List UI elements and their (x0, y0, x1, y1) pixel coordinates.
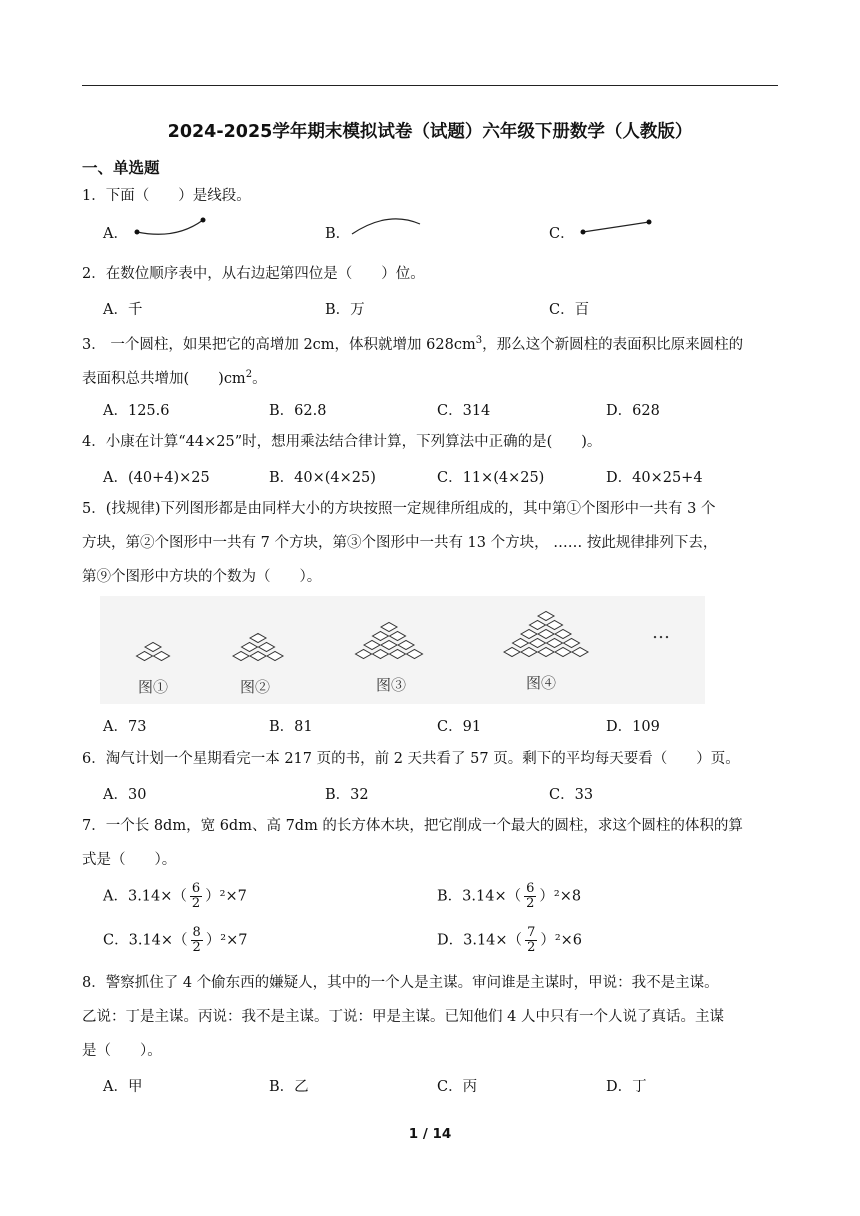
question-8-options (103, 1075, 783, 1101)
question-8-line-2: 乙说：丁是主谋。丙说：我不是主谋。丁说：甲是主谋。已知他们 4 人中只有一个人说了真话。主谋 (82, 1009, 724, 1025)
option-b: B．乙 (269, 1079, 309, 1095)
option-a: A．甲 (103, 1079, 143, 1095)
option-a: A．3.14×（ $\frac{6}{2}$ ）²×7 (103, 881, 247, 911)
open-curve-figure (348, 214, 428, 242)
option-c: C．百 (549, 302, 590, 318)
question-7-line-2: 式是（ ）。 (82, 852, 177, 868)
header-rule (82, 85, 778, 86)
question-2: 2．在数位顺序表中，从右边起第四位是（ ）位。 (82, 266, 425, 282)
option-c: C．91 (437, 719, 482, 735)
option-c: C．丙 (437, 1079, 478, 1095)
question-7-options-row-1 (103, 882, 783, 916)
question-5-line-1: 5．(找规律)下列图形都是由同样大小的方块按照一定规律所组成的，其中第①个图形中一共有 3 个 (82, 501, 716, 517)
option-b: B．3.14×（ $\frac{6}{2}$ ）²×8 (437, 881, 582, 911)
option-b: B．万 (325, 302, 365, 318)
option-c-label: C． (549, 226, 575, 242)
option-c: C．314 (437, 403, 491, 419)
pattern-ellipsis: … (652, 622, 670, 643)
question-8-line-1: 8．警察抓住了 4 个偷东西的嫌疑人，其中的一个人是主谋。审问谁是主谋时，甲说：我不是主谋。 (82, 975, 719, 991)
question-5-options (103, 715, 783, 741)
figure-label-3: 图③ (376, 676, 407, 694)
option-c: C．11×(4×25) (437, 470, 545, 486)
option-d: D．40×25+4 (606, 470, 703, 486)
option-b: B．40×(4×25) (269, 470, 376, 486)
question-8-line-3: 是（ ）。 (82, 1043, 162, 1059)
option-b-label: B． (325, 226, 351, 242)
option-a: A．千 (103, 302, 143, 318)
option-d: D．丁 (606, 1079, 647, 1095)
option-a: A．125.6 (103, 403, 170, 419)
option-d: D．109 (606, 719, 660, 735)
option-a-label: A． (103, 226, 128, 242)
question-1: 1．下面（ ）是线段。 (82, 188, 251, 204)
question-7-options-row-2 (103, 926, 783, 960)
option-d: D．628 (606, 403, 660, 419)
question-3-options (103, 399, 783, 425)
block-pattern-figure (100, 596, 705, 704)
figure-label-2: 图② (240, 678, 271, 696)
question-7-line-1: 7．一个长 8dm，宽 6dm、高 7dm 的长方体木块，把它削成一个最大的圆柱，求这个圆柱的体积的算 (82, 818, 743, 834)
option-c: C．3.14×（ $\frac{8}{2}$ ）²×7 (103, 925, 248, 955)
question-1-options (103, 222, 783, 248)
option-a: A．30 (103, 787, 147, 803)
line-segment-figure (577, 214, 657, 242)
page-title: 2024-2025学年期末模拟试卷（试题）六年级下册数学（人教版） (167, 122, 693, 142)
option-b: B．62.8 (269, 403, 327, 419)
question-3-line-1: 3． 一个圆柱，如果把它的高增加 2cm，体积就增加 $628cm^3$，那么这个新圆柱的表面积比原来圆柱的 (82, 335, 744, 353)
question-3-line-2: 表面积总共增加( )$cm^2$。 (82, 369, 267, 387)
figure-label-1: 图① (138, 678, 169, 696)
question-5-line-3: 第⑨个图形中方块的个数为（ ）。 (82, 569, 322, 585)
option-b: B．32 (325, 787, 369, 803)
option-c: C．33 (549, 787, 594, 803)
option-d: D．3.14×（ $\frac{7}{2}$ ）²×6 (437, 925, 583, 955)
section-heading: 一、单选题 (82, 159, 160, 177)
question-6-options (103, 783, 783, 809)
question-4: 4．小康在计算“44×25”时，想用乘法结合律计算，下列算法中正确的是( )。 (82, 434, 602, 450)
figure-label-4: 图④ (526, 674, 557, 692)
question-4-options (103, 466, 783, 492)
curve-with-endpoints-figure (131, 216, 211, 242)
question-2-options (103, 298, 783, 324)
option-a: A．73 (103, 719, 147, 735)
option-a: A．(40+4)×25 (103, 470, 210, 486)
question-6: 6．淘气计划一个星期看完一本 217 页的书，前 2 天共看了 57 页。剩下的平均每天要看（ ）页。 (82, 751, 740, 767)
question-5-line-2: 方块，第②个图形中一共有 7 个方块，第③个图形中一共有 13 个方块， …… 按此规律排列下去， (82, 535, 718, 551)
page-number: 1 / 14 (408, 1126, 452, 1142)
option-b: B．81 (269, 719, 313, 735)
